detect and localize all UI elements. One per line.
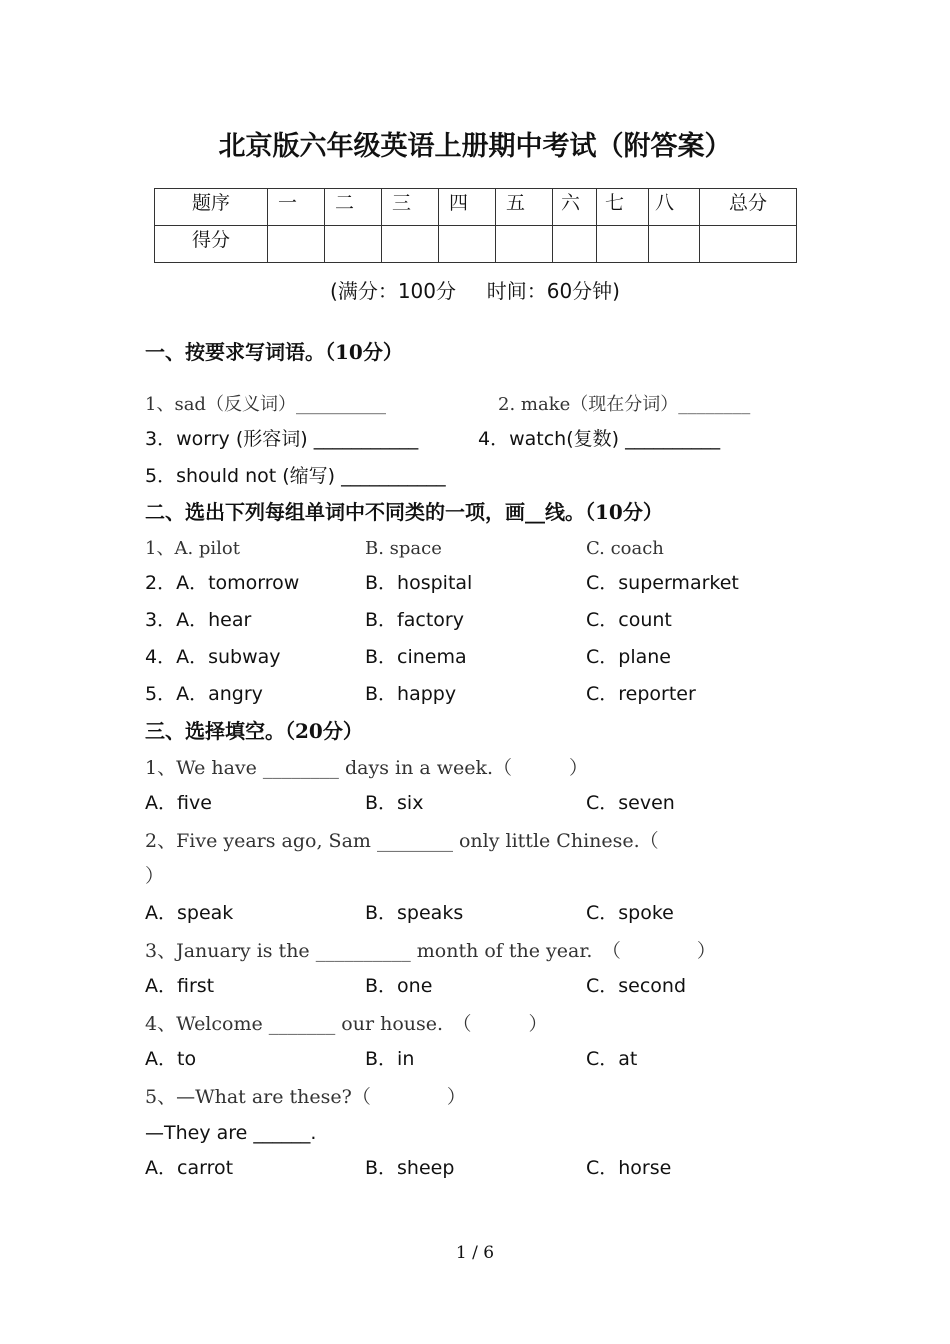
s3-q5-question: 5、—What are these?（ ） (145, 1086, 466, 1108)
s3-q3-b: B．one (365, 975, 433, 997)
s2-row-5-b: B．happy (365, 683, 457, 705)
s3-q2-b: B．speaks (365, 902, 464, 924)
score-cell[interactable] (553, 226, 597, 263)
s3-q1-c: C．seven (586, 792, 675, 814)
header-cell-3: 三 (382, 189, 439, 226)
s2-row-1-a: 1、A. pilot (145, 538, 241, 559)
score-cell-total[interactable] (700, 226, 797, 263)
s3-q4-c: C．at (586, 1048, 638, 1070)
header-cell-8: 八 (649, 189, 700, 226)
full-score: (满分：100分 (330, 279, 456, 303)
s2-row-2-c: C．supermarket (586, 572, 739, 594)
s2-row-2-b: B．hospital (365, 572, 473, 594)
s1-item-3: 3．worry (形容词) ___________ (145, 428, 419, 450)
score-cell[interactable] (649, 226, 700, 263)
s3-q5-answer-line: —They are ______. (145, 1122, 317, 1144)
s2-row-5-a: 5．A．angry (145, 683, 263, 705)
s1-item-1: 1、sad（反义词）__________ (145, 394, 386, 415)
score-table-score-row (155, 226, 797, 263)
s3-q3-question: 3、January is the __________ month of the year. （ ） (145, 940, 716, 962)
s3-q5-a: A．carrot (145, 1157, 234, 1179)
s1-item-5: 5．should not (缩写) ___________ (145, 465, 446, 487)
s2-row-4-a: 4．A．subway (145, 646, 281, 668)
header-cell-6: 六 (553, 189, 597, 226)
section-1-heading: 一、按要求写词语。（10分） (145, 340, 403, 364)
s3-q2-a: A．speak (145, 902, 234, 924)
s3-q2-question: 2、Five years ago, Sam ________ only little Chinese.（ (145, 830, 659, 852)
s2-row-3-c: C．count (586, 609, 672, 631)
s3-q4-a: A．to (145, 1048, 197, 1070)
s2-row-3-b: B．factory (365, 609, 464, 631)
page-number: 1 / 6 (455, 1243, 495, 1263)
header-cell-2: 二 (325, 189, 382, 226)
page-title: 北京版六年级英语上册期中考试（附答案） (218, 131, 732, 162)
score-row-label: 得分 (155, 226, 268, 263)
score-cell[interactable] (597, 226, 649, 263)
score-cell[interactable] (268, 226, 325, 263)
header-cell-total: 总分 (700, 189, 797, 226)
s3-q4-b: B．in (365, 1048, 415, 1070)
s3-q5-b: B．sheep (365, 1157, 455, 1179)
s3-q3-c: C．second (586, 975, 687, 997)
s3-q5-c: C．horse (586, 1157, 672, 1179)
s2-row-4-b: B．cinema (365, 646, 467, 668)
score-table (154, 188, 797, 263)
s2-row-3-a: 3．A．hear (145, 609, 252, 631)
header-cell-7: 七 (597, 189, 649, 226)
s3-q3-a: A．first (145, 975, 215, 997)
score-cell[interactable] (382, 226, 439, 263)
s2-row-1-c: C. coach (586, 538, 664, 559)
s2-row-4-c: C．plane (586, 646, 671, 668)
score-cell[interactable] (439, 226, 496, 263)
score-table-header-row (155, 189, 797, 226)
s3-q1-question: 1、We have ________ days in a week.（ ） (145, 757, 589, 779)
s1-item-2: 2. make（现在分词）________ (498, 394, 751, 415)
s3-q2-question-cont: ） (145, 865, 165, 887)
section-2-heading: 二、选出下列每组单词中不同类的一项，画__线。（10分） (145, 500, 663, 524)
exam-time: 时间：60分钟) (486, 279, 620, 303)
header-cell-5: 五 (496, 189, 553, 226)
header-cell-4: 四 (439, 189, 496, 226)
s3-q1-b: B．six (365, 792, 424, 814)
s2-row-2-a: 2．A．tomorrow (145, 572, 300, 594)
section-3-heading: 三、选择填空。（20分） (145, 719, 363, 743)
score-cell[interactable] (496, 226, 553, 263)
s3-q4-question: 4、Welcome _______ our house. （ ） (145, 1013, 548, 1035)
s1-item-4: 4．watch(复数) __________ (478, 428, 721, 450)
s2-row-1-b: B. space (365, 538, 442, 559)
score-info (0, 275, 950, 304)
header-cell-1: 一 (268, 189, 325, 226)
s2-row-5-c: C．reporter (586, 683, 696, 705)
score-cell[interactable] (325, 226, 382, 263)
header-cell-order: 题序 (155, 189, 268, 226)
s3-q1-a: A．five (145, 792, 212, 814)
s3-q2-c: C．spoke (586, 902, 674, 924)
